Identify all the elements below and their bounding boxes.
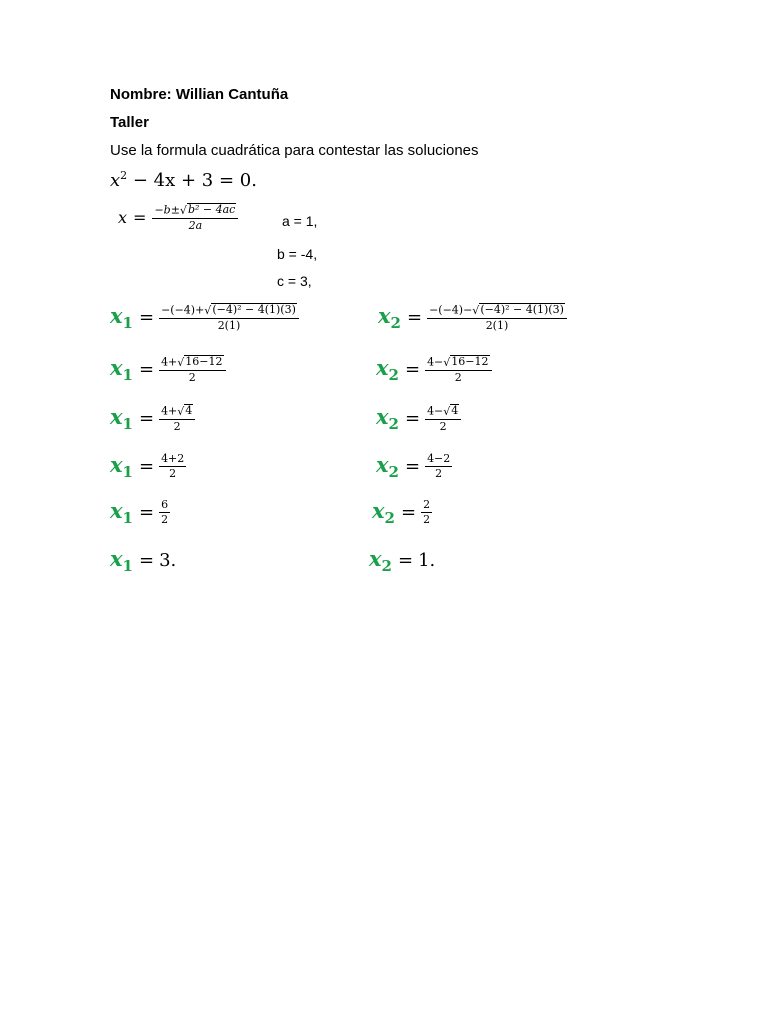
equals-sign: = (406, 307, 423, 328)
x2-step-1-radicand: (−4)² − 4(1)(3) (480, 303, 564, 317)
x1-step-1-fraction (159, 303, 299, 332)
formula-lhs: x (118, 207, 128, 227)
x2-step-2-prefix: 4− (427, 355, 444, 369)
x1-step-3-prefix: 4+ (161, 404, 178, 418)
coefficient-b: b = -4, (277, 246, 318, 262)
equation-rest: − 4x + 3 = 0. (127, 170, 257, 191)
x2-step-3-prefix: 4− (427, 404, 444, 418)
x2-step-4 (376, 452, 452, 481)
x1-step-2-radicand: 16−12 (185, 355, 223, 369)
x2-step-3-radicand: 4 (451, 404, 459, 418)
x2-step-1-denominator: 2(1) (485, 318, 509, 332)
x2-step-5-fraction (421, 499, 432, 526)
formula-denominator: 2a (188, 218, 203, 232)
sqrt-icon: √ (204, 303, 212, 317)
formula-num-prefix: −b± (154, 203, 180, 217)
x1-result-value: 3. (159, 550, 177, 571)
x1-step-1 (110, 303, 299, 332)
student-name: Nombre: Willian Cantuña (110, 86, 289, 103)
x2-step-2 (376, 355, 492, 384)
x2-step-5-denominator: 2 (423, 513, 431, 526)
coefficient-a: a = 1, (282, 213, 318, 229)
x2-step-2-fraction (425, 355, 491, 384)
formula-equals: = (133, 207, 147, 227)
x1-step-3-denominator: 2 (173, 419, 181, 433)
x1-step-3 (110, 404, 195, 433)
x1-variable: $x_1$ (110, 355, 133, 384)
equation-exponent: 2 (120, 169, 128, 182)
x1-step-5-numerator: 6 (159, 499, 170, 513)
x1-step-2-prefix: 4+ (161, 355, 178, 369)
x2-variable: $x_2$ (369, 546, 392, 575)
equals-sign: = (404, 456, 421, 477)
x2-step-1-prefix: −(−4)− (429, 303, 473, 317)
x1-step-1-prefix: −(−4)+ (161, 303, 205, 317)
x2-step-4-denominator: 2 (435, 467, 443, 480)
equals-sign: = (138, 456, 155, 477)
x1-step-1-denominator: 2(1) (217, 318, 241, 332)
x1-variable: $x_1$ (110, 303, 133, 332)
equals-sign: = (138, 550, 155, 571)
sqrt-icon: √ (472, 303, 480, 317)
x1-step-2-denominator: 2 (188, 370, 196, 384)
equals-sign: = (400, 502, 417, 523)
x1-variable: $x_1$ (110, 498, 133, 527)
equals-sign: = (404, 408, 421, 429)
sqrt-icon: √ (179, 203, 187, 217)
x2-step-1 (378, 303, 567, 332)
x1-step-4-denominator: 2 (169, 467, 177, 480)
x2-step-4-fraction (425, 453, 452, 480)
equals-sign: = (138, 502, 155, 523)
quadratic-formula (118, 203, 238, 232)
x1-step-2-fraction (159, 355, 225, 384)
x1-step-3-radicand: 4 (185, 404, 193, 418)
x2-step-4-numerator: 4−2 (425, 453, 452, 467)
coefficient-c: c = 3, (277, 273, 312, 289)
x2-variable: $x_2$ (376, 452, 399, 481)
instructions-text: Use la formula cuadrática para contestar las soluciones (110, 142, 479, 159)
quadratic-equation (110, 169, 257, 191)
sqrt-icon: √ (443, 404, 451, 418)
x2-step-3 (376, 404, 461, 433)
x1-step-5-fraction (159, 499, 170, 526)
x2-step-2-denominator: 2 (454, 370, 462, 384)
x2-result-value: 1. (418, 550, 436, 571)
x2-step-3-fraction (425, 404, 461, 433)
x1-step-4 (110, 452, 186, 481)
x1-variable: $x_1$ (110, 404, 133, 433)
x1-step-5 (110, 498, 170, 527)
equals-sign: = (138, 359, 155, 380)
x1-step-1-radicand: (−4)² − 4(1)(3) (212, 303, 296, 317)
equals-sign: = (138, 307, 155, 328)
equation-variable: x (110, 170, 121, 191)
x2-step-1-fraction (427, 303, 567, 332)
x2-step-5-numerator: 2 (421, 499, 432, 513)
x1-step-3-fraction (159, 404, 195, 433)
x1-variable: $x_1$ (110, 546, 133, 575)
worksheet-title: Taller (110, 114, 149, 131)
x2-step-3-denominator: 2 (439, 419, 447, 433)
x1-step-2 (110, 355, 226, 384)
sqrt-icon: √ (443, 355, 451, 369)
x1-step-5-denominator: 2 (161, 513, 169, 526)
x2-variable: $x_2$ (376, 355, 399, 384)
equals-sign: = (404, 359, 421, 380)
x2-step-2-radicand: 16−12 (451, 355, 489, 369)
formula-radicand: b² − 4ac (187, 203, 236, 216)
x1-step-4-fraction (159, 453, 186, 480)
x2-variable: $x_2$ (376, 404, 399, 433)
sqrt-icon: √ (177, 355, 185, 369)
equals-sign: = (138, 408, 155, 429)
x2-variable: $x_2$ (372, 498, 395, 527)
formula-fraction (152, 203, 238, 232)
x2-variable: $x_2$ (378, 303, 401, 332)
x1-step-4-numerator: 4+2 (159, 453, 186, 467)
x2-step-5 (372, 498, 432, 527)
sqrt-icon: √ (177, 404, 185, 418)
equals-sign: = (397, 550, 414, 571)
formula-numerator (152, 203, 238, 219)
x2-result (369, 546, 435, 575)
x1-result (110, 546, 176, 575)
x1-variable: $x_1$ (110, 452, 133, 481)
